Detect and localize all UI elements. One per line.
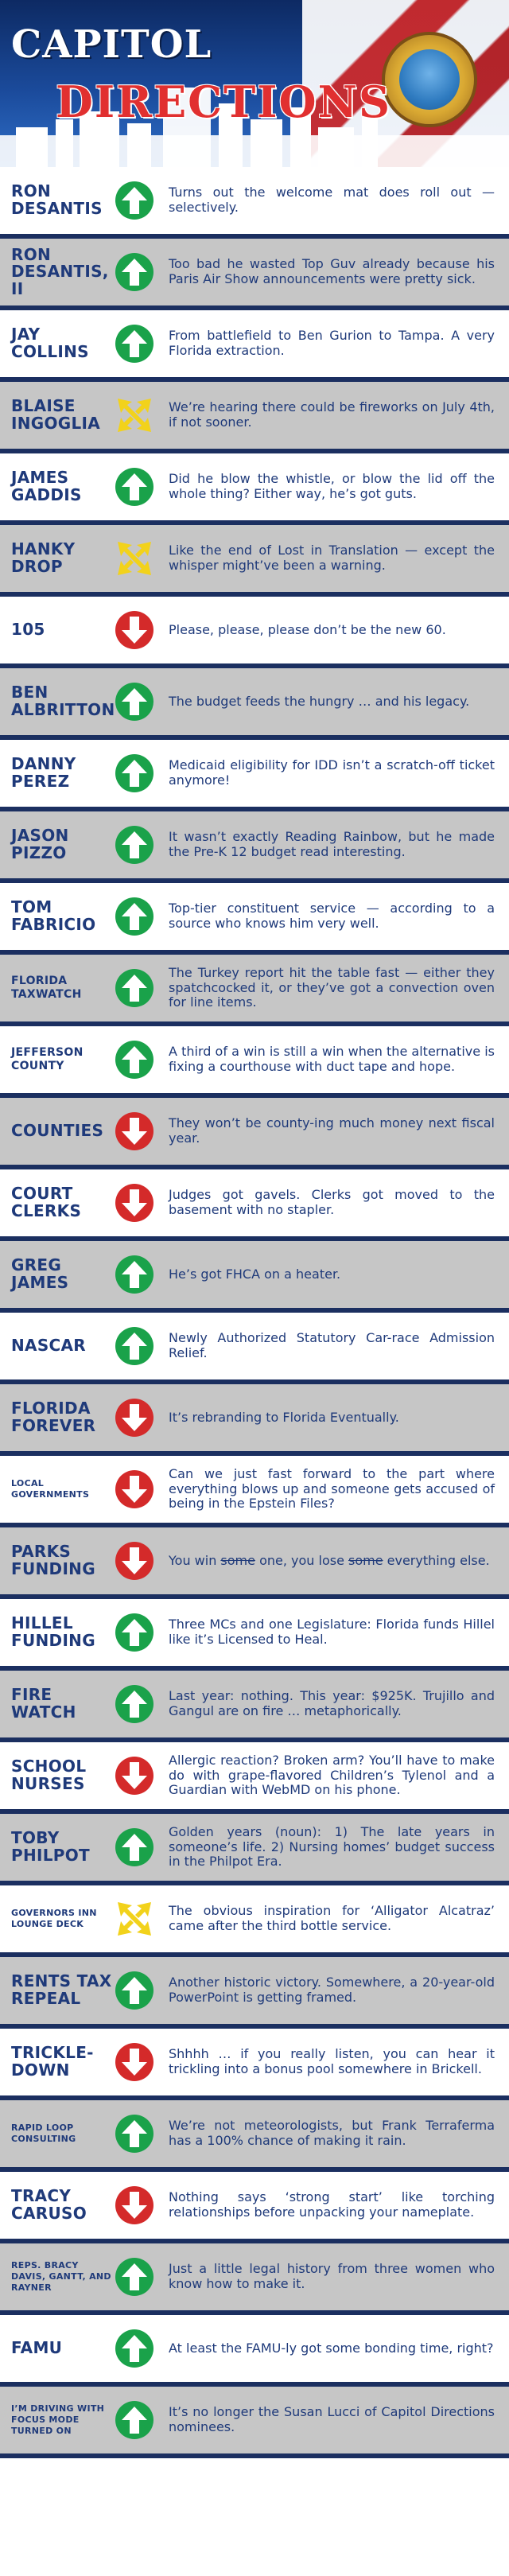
- arrow-up-icon: [115, 2400, 154, 2440]
- comment-text: Newly Authorized Statutory Car-race Admission Relief.: [169, 1330, 495, 1360]
- comment-text: Nothing says ‘strong start’ like torching relationships before unpacking your nameplate.: [169, 2189, 495, 2220]
- row-name: JAY COLLINS: [11, 325, 89, 361]
- row-comment: [169, 1169, 495, 1236]
- comment-text: The Turkey report hit the table fast — either they spatchcocked it, or they’ve got a convection oven for line items.: [169, 964, 495, 1010]
- row-name: PARKS FUNDING: [11, 1542, 95, 1578]
- row-name: RAPID LOOP CONSULTING: [11, 2123, 76, 2144]
- row-comment: [169, 1814, 495, 1881]
- comment-text: The budget feeds the hungry … and his legacy.: [169, 693, 470, 709]
- arrow-down-icon: [115, 2042, 154, 2082]
- row-comment: [169, 1527, 495, 1594]
- row-comment: [169, 883, 495, 950]
- row-comment: [169, 955, 495, 1021]
- comment-text: They won’t be county-ing much money next fiscal year.: [169, 1115, 495, 1146]
- direction-row: [0, 597, 509, 668]
- row-comment: [169, 1671, 495, 1737]
- arrow-up-icon: [115, 252, 154, 292]
- struck-text: some: [348, 1552, 383, 1568]
- row-name: RON DESANTIS: [11, 181, 103, 218]
- direction-row: [0, 1026, 509, 1098]
- row-name: JASON PIZZO: [11, 826, 69, 862]
- arrow-up-icon: [115, 2329, 154, 2368]
- arrow-up-icon: [115, 1040, 154, 1080]
- arrow-up-icon: [115, 825, 154, 865]
- row-name: HANKY DROP: [11, 539, 76, 576]
- arrow-down-icon: [115, 1541, 154, 1581]
- row-comment: [169, 167, 495, 234]
- row-comment: [169, 1098, 495, 1165]
- row-name: FLORIDA FOREVER: [11, 1399, 96, 1435]
- direction-row: [0, 740, 509, 811]
- row-comment: [169, 1599, 495, 1666]
- comment-text: Golden years (noun): 1) The late years in someone’s life. 2) Nursing homes’ budget success in the Philpot Era.: [169, 1823, 495, 1870]
- direction-row: [0, 1456, 509, 1527]
- arrow-up-icon: [115, 897, 154, 936]
- row-comment: [169, 2243, 495, 2310]
- arrow-down-icon: [115, 1469, 154, 1509]
- direction-row: [0, 1814, 509, 1885]
- comment-text: Turns out the welcome mat does roll out — selectively.: [169, 185, 495, 215]
- row-comment: [169, 1241, 495, 1308]
- arrow-down-icon: [115, 1111, 154, 1151]
- direction-row: [0, 1599, 509, 1671]
- row-comment: [169, 1384, 495, 1451]
- direction-row: [0, 2029, 509, 2100]
- comment-text: Judges got gavels. Clerks got moved to the basement with no stapler.: [169, 1187, 495, 1217]
- row-name: RENTS TAX REPEAL: [11, 1971, 112, 2008]
- direction-row: [0, 955, 509, 1026]
- direction-row: [0, 1742, 509, 1814]
- direction-row: [0, 1384, 509, 1456]
- comment-text: Last year: nothing. This year: $925K. Trujillo and Gangul are on fire … metaphorically.: [169, 1688, 495, 1718]
- row-name: TOBY PHILPOT: [11, 1828, 90, 1865]
- arrow-down-icon: [115, 610, 154, 650]
- comment-text: We’re hearing there could be fireworks on July 4th, if not sooner.: [169, 399, 495, 430]
- row-comment: [169, 2315, 495, 2382]
- row-comment: [169, 2387, 495, 2453]
- directions-list: [0, 167, 509, 2458]
- row-name: JAMES GADDIS: [11, 468, 82, 504]
- row-comment: [169, 1957, 495, 2024]
- title-directions: DIRECTIONS: [56, 76, 391, 127]
- direction-row: [0, 310, 509, 382]
- arrow-up-icon: [115, 181, 154, 220]
- row-name: FIRE WATCH: [11, 1685, 76, 1722]
- arrow-up-icon: [115, 1613, 154, 1652]
- arrow-up-icon: [115, 467, 154, 507]
- row-name: 105: [11, 620, 45, 640]
- arrow-down-icon: [115, 1756, 154, 1796]
- arrow-up-icon: [115, 2257, 154, 2297]
- row-comment: [169, 310, 495, 377]
- direction-row: [0, 2243, 509, 2315]
- arrow-sideways-icon: [115, 395, 154, 435]
- comment-text: Shhhh … if you really listen, you can hear it trickling into a bonus pool somewhere in Brickell.: [169, 2046, 495, 2076]
- direction-row: [0, 2100, 509, 2172]
- comment-text: Just a little legal history from three women who know how to make it.: [169, 2261, 495, 2291]
- comment-text: From battlefield to Ben Gurion to Tampa. A very Florida extraction.: [169, 328, 495, 358]
- comment-text: At least the FAMU-ly got some bonding time, right?: [169, 2340, 494, 2356]
- arrow-up-icon: [115, 2114, 154, 2154]
- direction-row: [0, 883, 509, 955]
- row-comment: [169, 2172, 495, 2239]
- direction-row: [0, 1671, 509, 1742]
- row-name: FLORIDA TAXWATCH: [11, 975, 82, 1001]
- comment-text: Too bad he wasted Top Guv already because his Paris Air Show announcements were pretty sick.: [169, 256, 495, 286]
- row-name: GREG JAMES: [11, 1255, 69, 1292]
- direction-row: [0, 382, 509, 453]
- comment-text: Did he blow the whistle, or blow the lid off the whole thing? Either way, he’s got guts.: [169, 471, 495, 501]
- arrow-up-icon: [115, 1684, 154, 1724]
- arrow-up-icon: [115, 968, 154, 1008]
- row-comment: [169, 1313, 495, 1379]
- row-comment: [169, 597, 495, 663]
- row-comment: [169, 525, 495, 592]
- row-name: RON DESANTIS, II: [11, 244, 109, 298]
- arrow-down-icon: [115, 1183, 154, 1223]
- row-name: SCHOOL NURSES: [11, 1757, 87, 1793]
- header-banner: [0, 0, 509, 167]
- row-name: GOVERNORS INN LOUNGE DECK: [11, 1908, 97, 1929]
- comment-part: You win: [169, 1552, 221, 1568]
- arrow-sideways-icon: [115, 1899, 154, 1939]
- row-name: TRACY CARUSO: [11, 2186, 87, 2223]
- direction-row: [0, 453, 509, 525]
- direction-row: [0, 2172, 509, 2243]
- row-comment: [169, 1026, 495, 1093]
- row-comment: [169, 1456, 495, 1523]
- row-name: BEN ALBRITTON: [11, 683, 115, 719]
- arrow-down-icon: [115, 2185, 154, 2225]
- row-comment: [169, 668, 495, 735]
- direction-row: [0, 525, 509, 597]
- direction-row: [0, 1313, 509, 1384]
- direction-row: [0, 1098, 509, 1169]
- title-capitol: CAPITOL: [11, 22, 212, 67]
- row-name: COURT CLERKS: [11, 1184, 82, 1220]
- comment-text: Like the end of Lost in Translation — except the whisper might’ve been a warning.: [169, 543, 495, 573]
- direction-row: [0, 668, 509, 740]
- row-comment: [169, 2100, 495, 2167]
- direction-row: [0, 1527, 509, 1599]
- direction-row: [0, 1169, 509, 1241]
- row-name: COUNTIES: [11, 1121, 104, 1141]
- row-comment: [169, 453, 495, 520]
- arrow-up-icon: [115, 753, 154, 793]
- row-name: I’M DRIVING WITH FOCUS MODE TURNED ON: [11, 2403, 105, 2436]
- row-name: JEFFERSON COUNTY: [11, 1046, 84, 1072]
- comment-text: The obvious inspiration for ‘Alligator Alcatraz’ came after the third bottle service.: [169, 1903, 495, 1933]
- comment-part: everything else.: [383, 1552, 490, 1568]
- row-name: TOM FABRICIO: [11, 897, 96, 934]
- row-comment: [169, 2029, 495, 2095]
- direction-row: [0, 167, 509, 239]
- comment-text: Can we just fast forward to the part where everything blows up and someone gets accused of being in the Epstein Files?: [169, 1465, 495, 1512]
- row-name: LOCAL GOVERNMENTS: [11, 1478, 90, 1500]
- arrow-down-icon: [115, 1398, 154, 1438]
- comment-text: It’s rebranding to Florida Eventually.: [169, 1409, 399, 1425]
- comment-text: It’s no longer the Susan Lucci of Capitol Directions nominees.: [169, 2404, 495, 2434]
- comment-text: Please, please, please don’t be the new 60.: [169, 621, 446, 637]
- comment-text: He’s got FHCA on a heater.: [169, 1266, 341, 1282]
- row-comment: [169, 1742, 495, 1809]
- direction-row: [0, 2315, 509, 2387]
- arrow-up-icon: [115, 1827, 154, 1867]
- row-comment: [169, 239, 495, 305]
- direction-row: [0, 1241, 509, 1313]
- row-name: TRICKLE-DOWN: [11, 2043, 94, 2080]
- direction-row: [0, 239, 509, 310]
- comment-text: A third of a win is still a win when the alternative is fixing a courthouse with duct tape and hope.: [169, 1044, 495, 1074]
- arrow-sideways-icon: [115, 539, 154, 578]
- comment-text: Allergic reaction? Broken arm? You’ll have to make do with grape-flavored Children’s Tylenol and a Guardian with WebMD on his phone.: [169, 1752, 495, 1798]
- row-comment: [169, 1885, 495, 1952]
- direction-row: [0, 1885, 509, 1957]
- row-name: FAMU: [11, 2338, 63, 2358]
- row-comment: [169, 740, 495, 807]
- row-name: DANNY PEREZ: [11, 754, 76, 791]
- comment-part: one, you lose: [254, 1552, 348, 1568]
- arrow-up-icon: [115, 324, 154, 364]
- comment-text: We’re not meteorologists, but Frank Terraferma has a 100% chance of making it rain.: [169, 2118, 495, 2148]
- row-name: HILLEL FUNDING: [11, 1613, 95, 1650]
- comment-text: It wasn’t exactly Reading Rainbow, but he made the Pre-K 12 budget read interesting.: [169, 829, 495, 859]
- direction-row: [0, 2387, 509, 2458]
- arrow-up-icon: [115, 1971, 154, 2010]
- arrow-up-icon: [115, 682, 154, 722]
- direction-row: [0, 811, 509, 883]
- comment-text: Another historic victory. Somewhere, a 20-year-old PowerPoint is getting framed.: [169, 1975, 495, 2005]
- comment-text: Three MCs and one Legislature: Florida funds Hillel like it’s Licensed to Heal.: [169, 1617, 495, 1647]
- row-comment: [169, 811, 495, 878]
- row-name: REPS. BRACY DAVIS, GANTT, AND RAYNER: [11, 2260, 111, 2293]
- row-comment: [169, 382, 495, 449]
- direction-row: [0, 1957, 509, 2029]
- comment-text: Top-tier constituent service — according to a source who knows him very well.: [169, 901, 495, 931]
- row-name: BLAISE INGOGLIA: [11, 396, 101, 433]
- arrow-up-icon: [115, 1326, 154, 1366]
- comment-text: Medicaid eligibility for IDD isn’t a scratch-off ticket anymore!: [169, 757, 495, 788]
- arrow-up-icon: [115, 1255, 154, 1294]
- row-name: NASCAR: [11, 1336, 86, 1356]
- struck-text: some: [220, 1552, 255, 1568]
